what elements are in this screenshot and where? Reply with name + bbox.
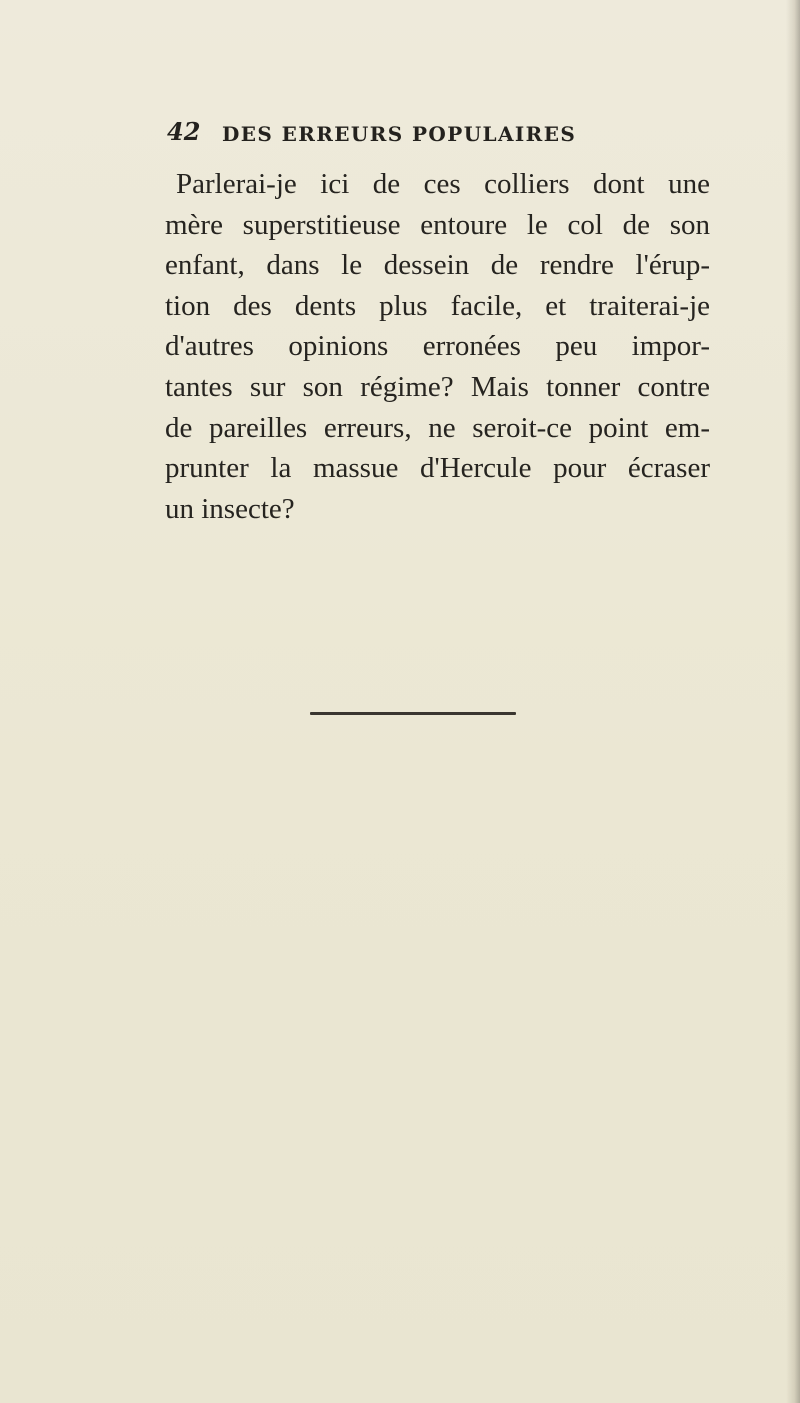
running-title: DES ERREURS POPULAIRES: [222, 122, 577, 146]
body-paragraph: [165, 164, 710, 529]
text-line: mère superstitieuse entoure le col de son: [165, 208, 710, 241]
text-line: Parlerai-je ici de ces colliers dont une: [176, 168, 710, 200]
text-line: prunter la massue d'Hercule pour écraser: [165, 452, 710, 485]
text-line: tantes sur son régime? Mais tonner contre: [165, 370, 710, 403]
text-line: de pareilles erreurs, ne seroit-ce point em-: [165, 411, 710, 444]
end-of-chapter-rule: [310, 712, 516, 715]
text-line: un insecte?: [165, 492, 295, 525]
text-line: enfant, dans le dessein de rendre l'érup-: [165, 249, 710, 282]
text-line: d'autres opinions erronées peu impor-: [165, 330, 710, 363]
page-number: 42: [167, 117, 201, 146]
text-line: tion des dents plus facile, et traiterai-je: [165, 289, 710, 322]
page-edge-shadow: [786, 0, 800, 1403]
